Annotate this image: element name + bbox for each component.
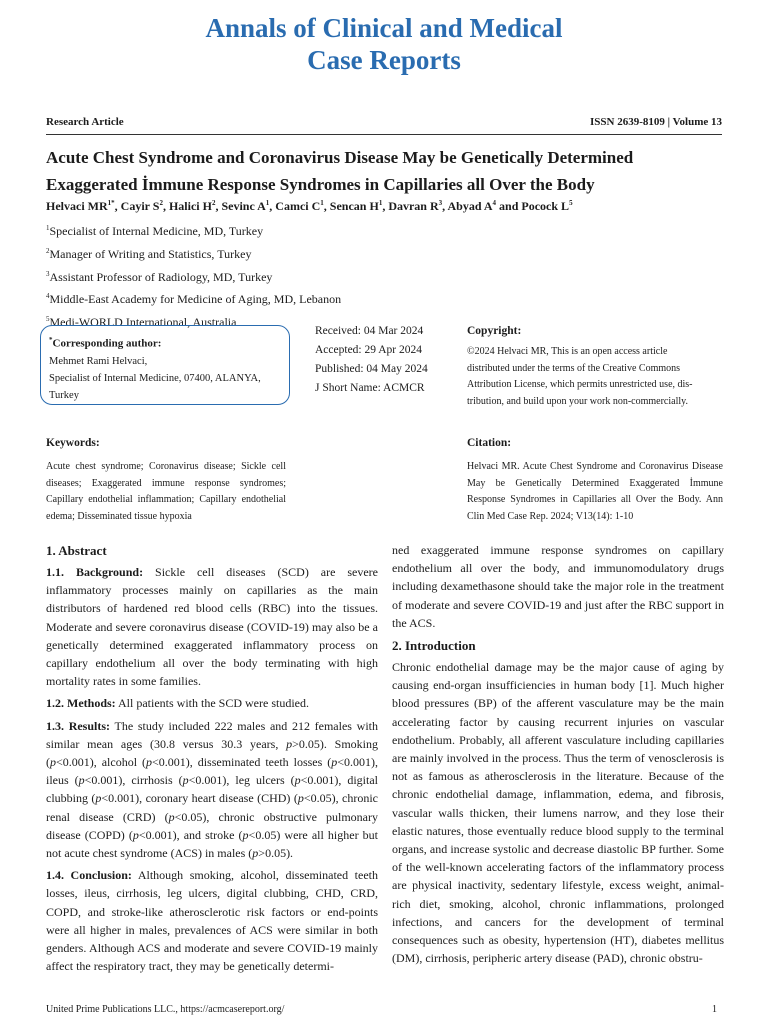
author-name: Sevinc $A^1$ xyxy=(221,199,270,213)
author-name: Camci $C^1$ xyxy=(275,199,324,213)
article-meta-bar xyxy=(46,116,722,128)
affiliation-item: $^3$Assistant Professor of Radiology, MD, Turkey xyxy=(46,269,273,284)
keywords-text: Acute chest syndrome; Coronavirus disease; Sickle cell diseases; Exaggerated immune response syndromes; Capillary endothelial inflammation; Capillary endothelial edema; Disseminated tissue hypoxia xyxy=(46,461,286,522)
corresponding-author-box xyxy=(40,325,290,405)
journal-title xyxy=(0,12,768,76)
author-name: Pocock $L^5$ xyxy=(521,199,573,213)
author-name: Davran $R^3$ xyxy=(388,199,443,213)
page-number: 1 xyxy=(712,1004,717,1015)
introduction-heading: 2. Introduction xyxy=(392,638,476,654)
author-name: Halici $H^2$ xyxy=(168,199,216,213)
right-column xyxy=(392,541,724,971)
paper-title-line2: Exaggerated İmmune Response Syndromes in Capillaries all Over the Body xyxy=(46,175,595,194)
paper-title-line1: Acute Chest Syndrome and Coronavirus Disease May be Genetically Determined xyxy=(46,148,634,167)
journal-short-name: J Short Name: ACMCR xyxy=(315,382,425,394)
affiliation-item: $^5$Medi-WORLD International, Australia xyxy=(46,315,237,330)
copyright-text: ©2024 Helvaci MR, This is an open access article distributed under the terms of the Creative Commons Attribution License, which permits unrestricted use, dis- tribution, and build upon your work non-commercially. xyxy=(467,346,693,407)
article-dates xyxy=(315,322,455,398)
abstract-results: 1.3. Results: The study included 222 males and 212 females with similar mean ages (30.8 versus 30.3 years, p>0.05). Smoking (p<0.001), alcohol (p<0.001), disseminated teeth losses (p<0.001), ileus (p<0.001), cirrhosis (p<0.001), leg ulcers (p<0.001), digital clubbing (p<0.001), coronary heart disease (CHD) (p<0.05), chronic renal disease (CRD) (p<0.05), chronic obstructive pulmonary disease (COPD) (p<0.001), and stroke (p<0.05) were all higher but not acute chest syndrome (ACS) in males (p>0.05). xyxy=(46,718,379,861)
keywords-block xyxy=(46,434,286,525)
corresponding-author-heading: *Corresponding author: xyxy=(49,336,162,350)
affiliation-item: $^1$Specialist of Internal Medicine, MD, Turkey xyxy=(46,224,264,238)
author-name: Helvaci $MR^{1*}$ xyxy=(46,199,115,213)
author-name: Sencan $H^1$ xyxy=(329,199,383,213)
article-type: Research Article xyxy=(46,116,124,128)
published-date: Published: 04 May 2024 xyxy=(315,363,428,375)
paper-title xyxy=(46,144,736,198)
affiliation-list xyxy=(46,219,566,333)
abstract-heading: 1. Abstract xyxy=(46,543,107,558)
citation-heading: Citation: xyxy=(467,437,512,449)
received-date: Received: 04 Mar 2024 xyxy=(315,325,424,337)
corresponding-author-address1: Specialist of Internal Medicine, 07400, ALANYA, xyxy=(49,372,261,384)
copyright-block xyxy=(467,322,723,410)
journal-title-line2: Case Reports xyxy=(307,45,461,75)
affiliation-item: $^2$Manager of Writing and Statistics, Turkey xyxy=(46,246,252,261)
abstract-background: 1.1. Background: Sickle cell diseases (SCD) are severe inflammatory processes mainly on capillaries as the main distributors of hardened red blood cells (RBC) into the tissues. Moderate and severe coronavirus disease (COVID-19) may also be a genetically determined exaggerated inflammatory process on capillary endothelium all over the body terminating with high mortality rates in some families. xyxy=(46,565,379,689)
abstract-column xyxy=(46,541,378,979)
abstract-methods: 1.2. Methods: All patients with the SCD were studied. xyxy=(46,696,309,711)
affiliation-item: $^4$Middle-East Academy for Medicine of Aging, MD, Lebanon xyxy=(46,292,342,307)
citation-block xyxy=(467,434,723,525)
introduction-text: Chronic endothelial damage may be the major cause of aging by causing end-organ insufficiencies in human body [1]. Much higher blood pressures (BP) of the afferent vasculature may be the main accelerating factor by causing recurrent injuries on vascular endothelium. Probably, all afferent vasculature including capillaries are mainly involved in the process. Thus the term of venosclerosis is not as famous as atherosclerosis in the literature. Because of the chronic endothelial damage, inflammation, edema, and fibrosis, vascular walls thicken, their lumens narrow, and they lose their elastic natures, those eventually reduce blood supply to the terminal organs, and increase systolic and decrease diastolic BP further. Some of the well-known accelerating factors of the inflammatory process are physical inactivity, sedentary lifestyle, excess weight, animal-rich diet, smoking, alcohol, chronic inflammations, prolonged infections, and cancers for the development of terminal consequences such as obesity, hypertension (HT), diabetes mellitus (DM), cirrhosis, peripheric artery disease (PAD), chronic obstru- xyxy=(392,660,724,966)
header-divider xyxy=(46,134,722,135)
keywords-heading: Keywords: xyxy=(46,437,100,449)
corresponding-author-address2: Turkey xyxy=(49,389,79,401)
corresponding-author-name: Mehmet Rami Helvaci, xyxy=(49,355,148,367)
author-list: Helvaci $MR^{1*}$, Cayir $S^2$, Halici $H^2$, Sevinc $A^1$, Camci $C^1$, Sencan $H^1$, Davran $R^3$, Abyad $A^4$ and Pocock $L^5$ xyxy=(46,199,573,213)
author-name: Cayir $S^2$ xyxy=(120,199,163,213)
accepted-date: Accepted: 29 Apr 2024 xyxy=(315,344,422,356)
abstract-conclusion: 1.4. Conclusion: Although smoking, alcohol, disseminated teeth losses, ileus, cirrhosis, leg ulcers, digital clubbing, CHD, CRD, COPD, and stroke-like atherosclerotic risk factors or end-points were all higher in males, prevalences of ACS were similar in both genders. Although ACS and moderate and severe COVID-19 mainly affect the respiratory tract, they may be genetically determi- xyxy=(46,868,378,974)
publisher-footer: United Prime Publications LLC., https://acmcasereport.org/ xyxy=(46,1004,285,1015)
copyright-heading: Copyright: xyxy=(467,325,522,337)
issn-volume: ISSN 2639-8109 | Volume 13 xyxy=(590,116,722,128)
abstract-conclusion-continued: ned exaggerated immune response syndromes on capillary endothelium all over the body, and immunomodulatory drugs including dexamethasone should take the major role in the treatment of moderate and severe COVID-19 and just after the RBC support in the ACS. xyxy=(392,543,724,630)
author-name: Abyad $A^4$ xyxy=(447,199,497,213)
journal-title-line1: Annals of Clinical and Medical xyxy=(205,13,563,43)
citation-text: Helvaci MR. Acute Chest Syndrome and Coronavirus Disease May be Genetically Determined Exaggerated İmmune Response Syndromes in Capillaries all Over the Body. Ann Clin Med Case Rep. 2024; V13(14): 1-10 xyxy=(467,461,723,522)
